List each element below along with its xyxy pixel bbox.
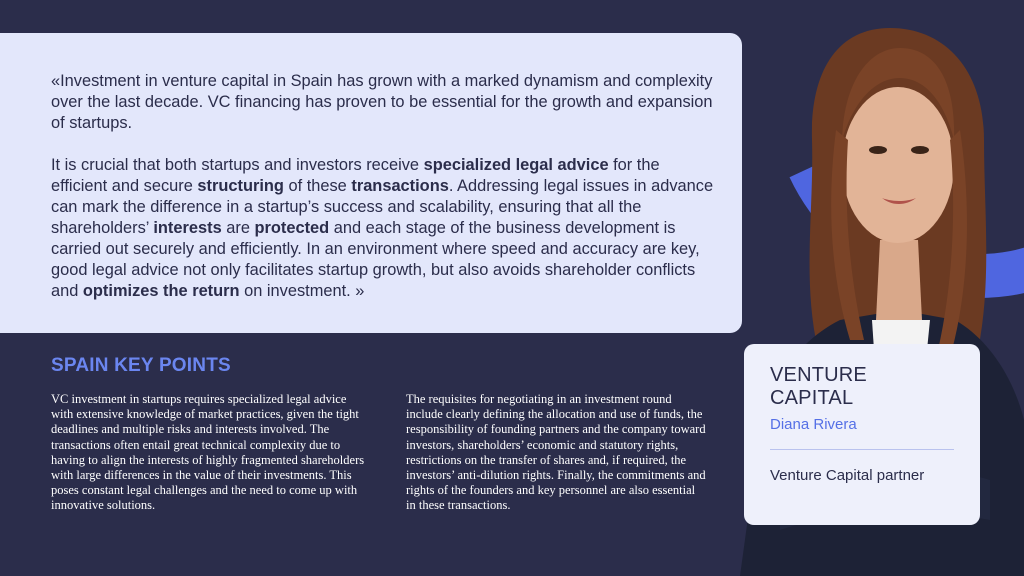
profile-name: Diana Rivera [770,416,857,433]
quote-text: It is crucial that both startups and investors receive [51,156,424,174]
key-points-left-text: VC investment in startups requires specialized legal advice with extensive knowledge of market practices, given the tight deadlines and multiple risks and interests involved. The transactions often entail great technical complexity due to having to align the interests of highly fragmented shareholders with large differences in the value of their investments. This poses constant legal challenges and the need to come up with innovative solutions. [51,392,365,513]
quote-paragraph-body [51,155,718,302]
quote-emphasis: transactions [351,177,449,195]
quote-text: on investment. » [239,282,365,300]
quote-text: . Addressing legal issues in advance can mark the difference in a startup’s success and scalability, ensuring that all the shareholders’ [51,177,714,237]
quote-text: are [221,219,255,237]
quote-emphasis: interests [153,219,222,237]
quote-text: and each stage of the business development is carried out securely and efficiently. In an environment where speed and accuracy are key, good legal advice not only facilitates startup growth, but also avoids shareholder conflicts and [51,219,700,300]
quote-emphasis: protected [254,219,330,237]
quote-card [0,33,742,333]
profile-divider [770,449,954,450]
profile-role: Venture Capital partner [770,467,925,484]
key-points-title: SPAIN KEY POINTS [51,355,231,376]
quote-text: of these [283,177,352,195]
quote-paragraph-intro: «Investment in venture capital in Spain has grown with a marked dynamism and complexity over the last decade. VC financing has proven to be essential for the growth and expansion of startups. [51,72,713,132]
quote-emphasis: optimizes the return [82,282,240,300]
profile-title: VENTURE CAPITAL [770,364,867,409]
quote-text: for the efficient and secure [51,156,660,195]
key-points-right-text: The requisites for negotiating in an investment round include clearly defining the allocation and use of funds, the responsibility of founding partners and the company toward investors, shareholders’ economic and statutory rights, restrictions on the transfer of shares and, if required, the investors’ anti-dilution rights. Finally, the commitments and rights of the founders and key personnel are also essential in these transactions. [406,392,706,513]
profile-card [744,344,980,525]
quote-emphasis: structuring [197,177,284,195]
quote-emphasis: specialized legal advice [423,156,609,174]
